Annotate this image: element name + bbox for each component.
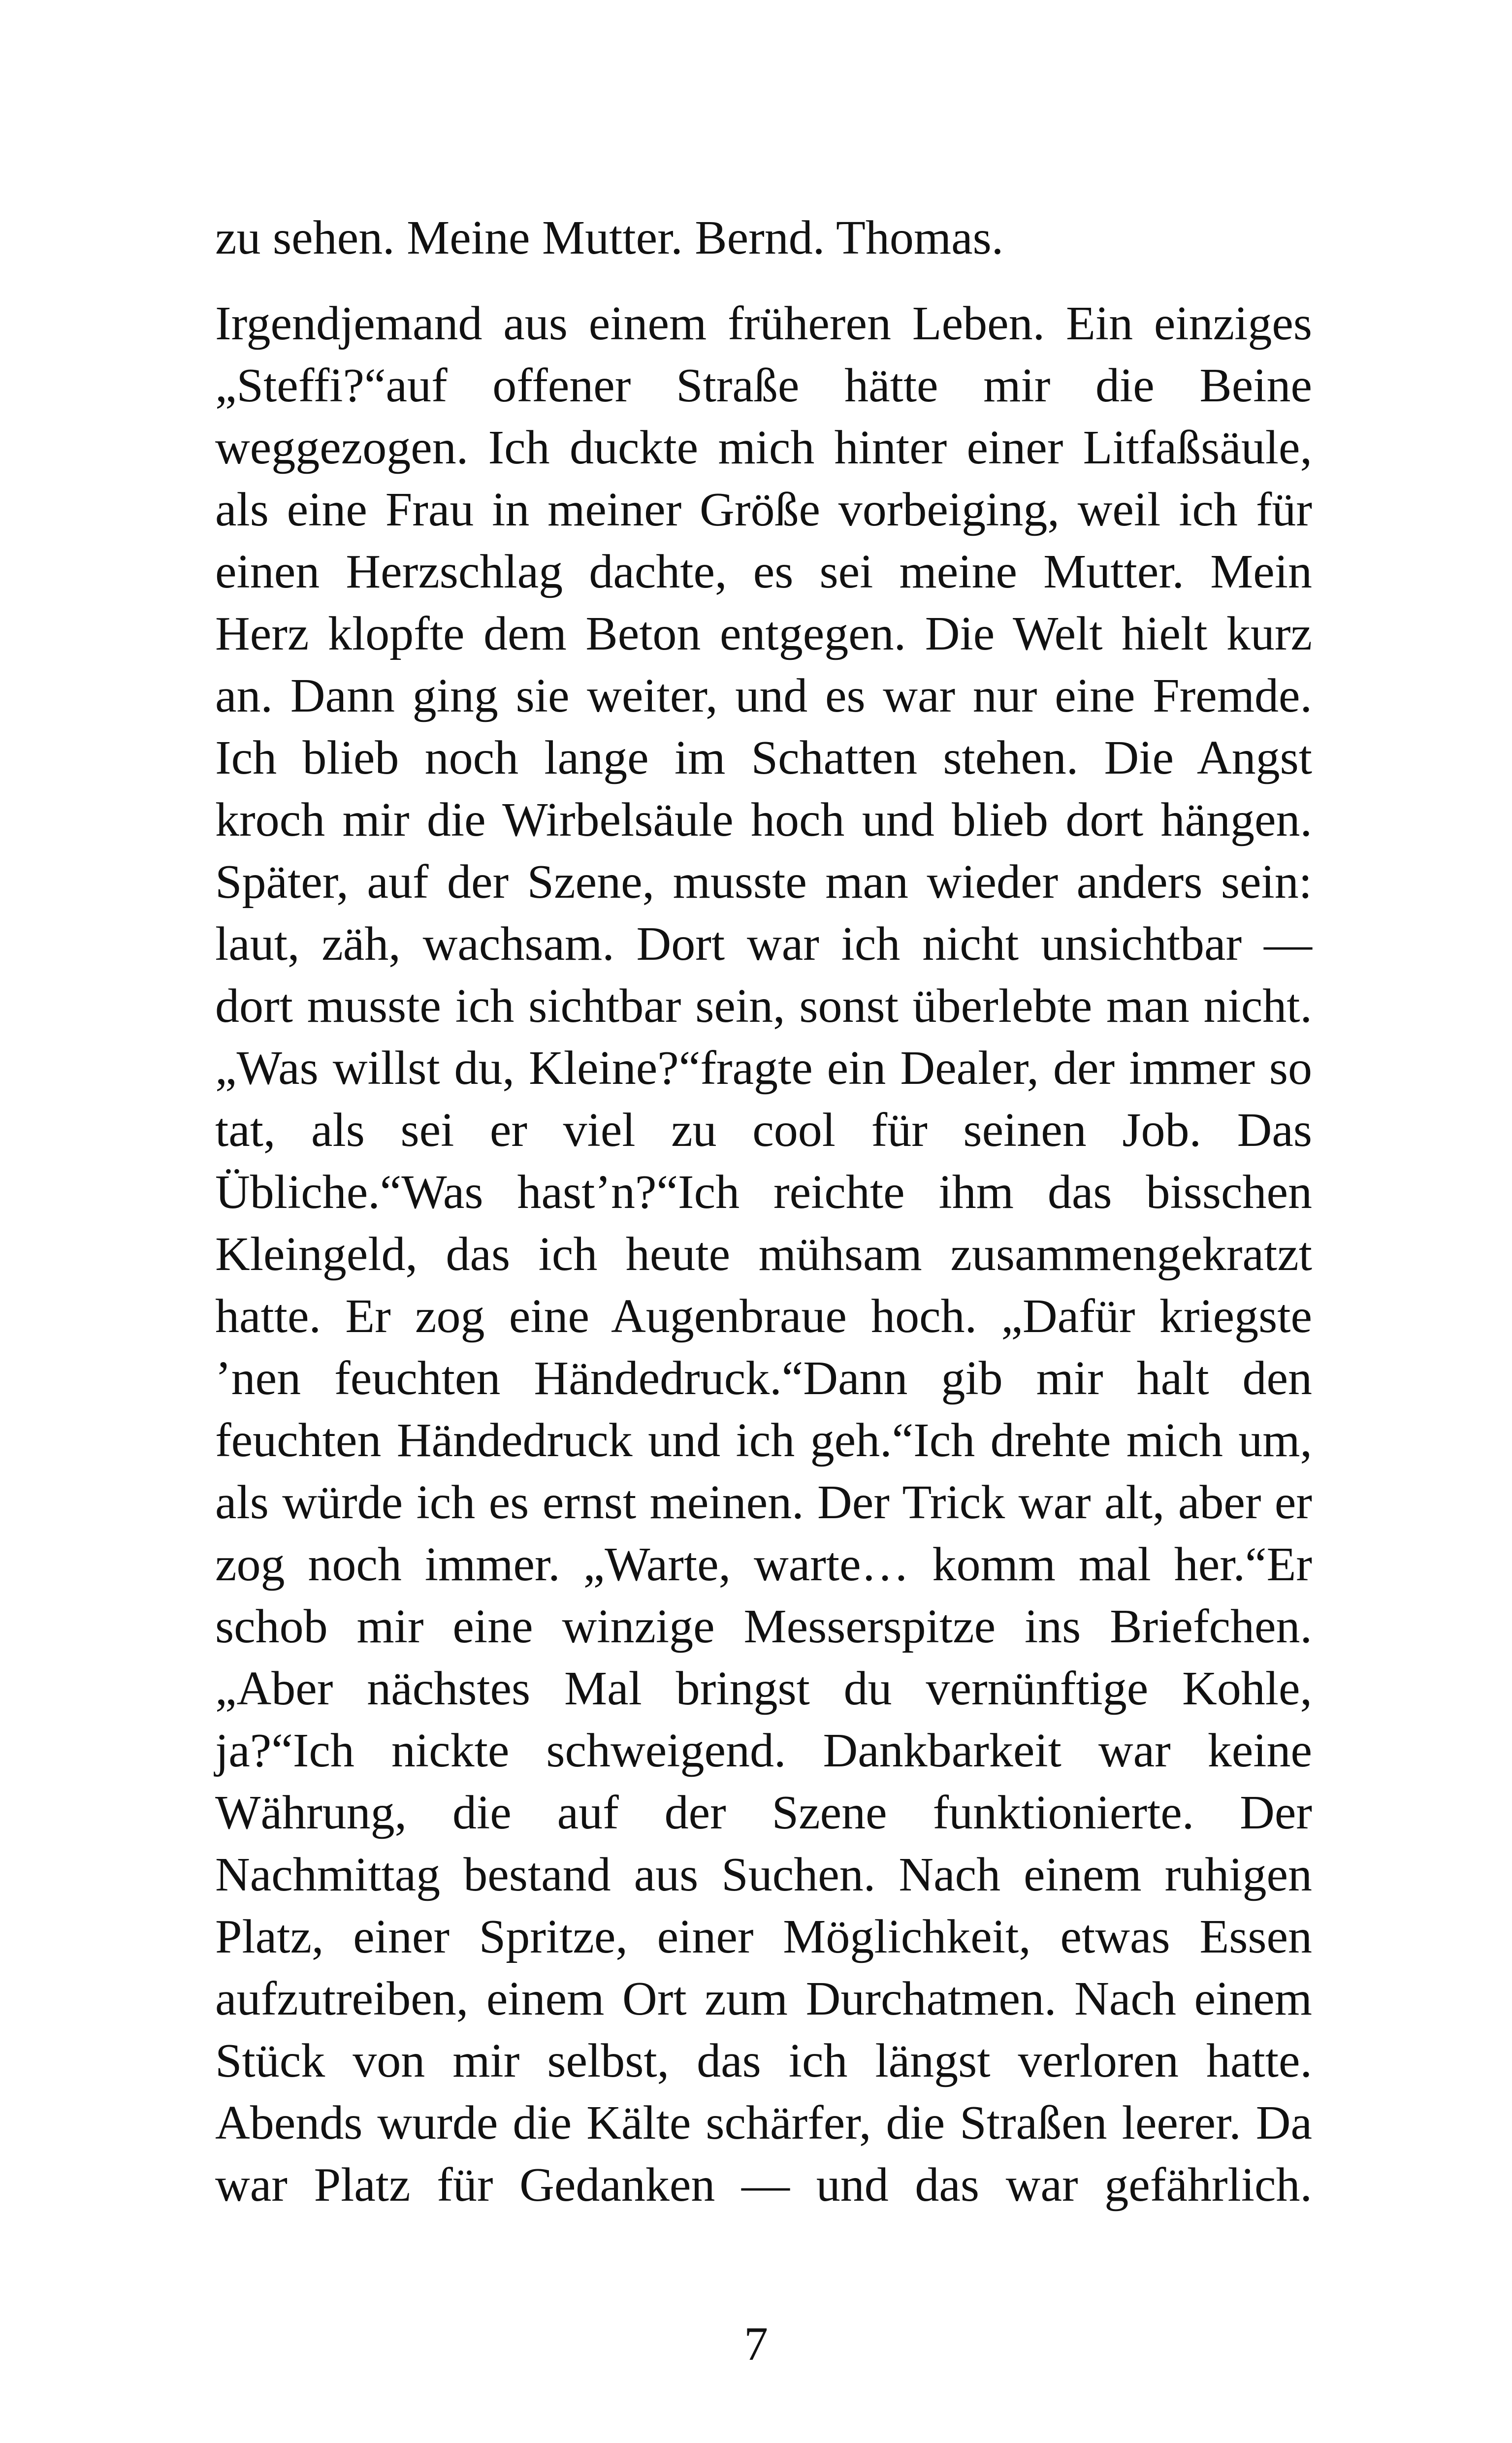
- text-line: tat, als sei er viel zu cool für seinen Job. Das: [215, 1104, 1312, 1157]
- text-line: Ich blieb noch lange im Schatten stehen. Die Angst: [215, 731, 1312, 784]
- text-line: als eine Frau in meiner Größe vorbeiging, weil ich für: [215, 483, 1312, 536]
- text-line: Platz, einer Spritze, einer Möglichkeit, etwas Essen: [215, 1910, 1312, 1963]
- text-line: feuchten Händedruck und ich geh.“Ich drehte mich um,: [215, 1414, 1312, 1467]
- text-line: „Was willst du, Kleine?“fragte ein Dealer, der immer so: [215, 1042, 1312, 1095]
- text-line: Stück von mir selbst, das ich längst verloren hatte.: [215, 2034, 1312, 2087]
- text-line: kroch mir die Wirbelsäule hoch und blieb dort hängen.: [215, 793, 1312, 847]
- text-line: Nachmittag bestand aus Suchen. Nach einem ruhigen: [215, 1848, 1312, 1901]
- text-line: „Steffi?“auf offener Straße hätte mir die Beine: [215, 359, 1312, 412]
- text-line: Herz klopfte dem Beton entgegen. Die Welt hielt kurz: [215, 607, 1312, 660]
- text-line: war Platz für Gedanken — und das war gefährlich.: [215, 2158, 1312, 2212]
- text-line: Kleingeld, das ich heute mühsam zusammengekratzt: [215, 1228, 1312, 1281]
- text-line: dort musste ich sichtbar sein, sonst überlebte man nicht.: [215, 979, 1312, 1033]
- text-line: weggezogen. Ich duckte mich hinter einer Litfaßsäule,: [215, 421, 1312, 474]
- text-line: hatte. Er zog eine Augenbraue hoch. „Dafür kriegste: [215, 1290, 1312, 1343]
- opening-line: zu sehen. Meine Mutter. Bernd. Thomas.: [215, 211, 1004, 264]
- text-line: als würde ich es ernst meinen. Der Trick war alt, aber er: [215, 1476, 1312, 1529]
- text-line: aufzutreiben, einem Ort zum Durchatmen. Nach einem: [215, 1972, 1312, 2025]
- text-line: ’nen feuchten Händedruck.“Dann gib mir halt den: [215, 1352, 1312, 1405]
- text-line: Währung, die auf der Szene funktionierte. Der: [215, 1786, 1312, 1839]
- page-number: 7: [744, 2317, 768, 2371]
- paragraph: [215, 293, 1312, 2216]
- text-line: einen Herzschlag dachte, es sei meine Mutter. Mein: [215, 545, 1312, 598]
- text-line: laut, zäh, wachsam. Dort war ich nicht unsichtbar —: [215, 917, 1312, 971]
- text-line: an. Dann ging sie weiter, und es war nur eine Fremde.: [215, 669, 1312, 722]
- text-line: ja?“Ich nickte schweigend. Dankbarkeit war keine: [215, 1724, 1312, 1777]
- text-line: schob mir eine winzige Messerspitze ins Briefchen.: [215, 1600, 1312, 1653]
- text-line: Abends wurde die Kälte schärfer, die Straßen leerer. Da: [215, 2096, 1312, 2150]
- text-line: Später, auf der Szene, musste man wieder anders sein:: [215, 855, 1312, 909]
- text-line: „Aber nächstes Mal bringst du vernünftige Kohle,: [215, 1662, 1312, 1715]
- text-line: Übliche.“Was hast’n?“Ich reichte ihm das bisschen: [215, 1166, 1312, 1219]
- text-line: zog noch immer. „Warte, warte… komm mal her.“Er: [215, 1538, 1312, 1591]
- text-line: Irgendjemand aus einem früheren Leben. Ein einziges: [215, 297, 1312, 350]
- body-text: [215, 207, 1312, 2216]
